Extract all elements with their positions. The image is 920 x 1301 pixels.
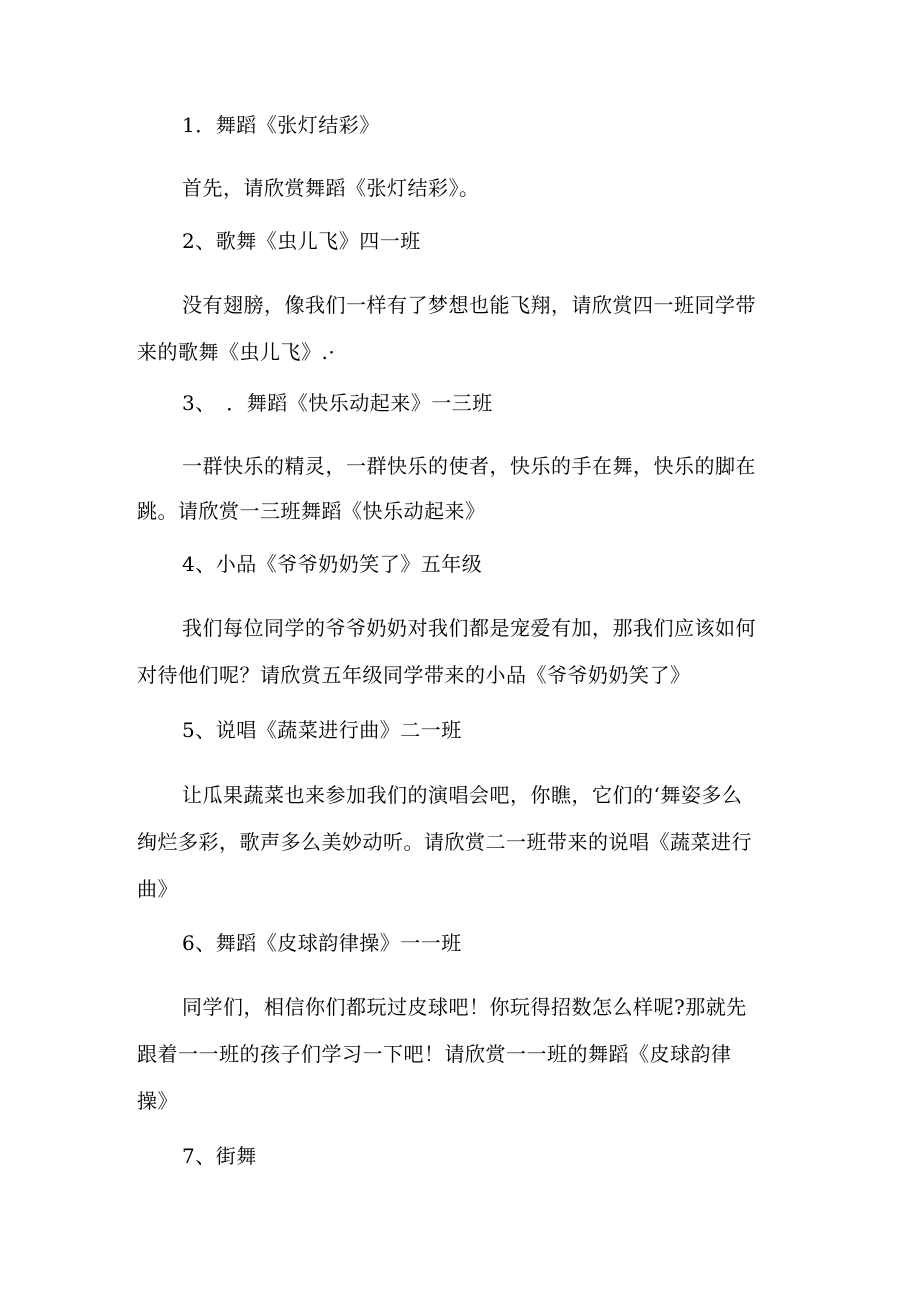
program-item-intro: 跳。请欣赏一三班舞蹈《快乐动起来》 <box>137 499 486 523</box>
program-item-heading: 7、街舞 <box>182 1144 257 1168</box>
program-item-intro: 没有翅膀，像我们一样有了梦想也能飞翔，请欣赏四一班同学带 <box>182 293 756 317</box>
program-item-heading: 6、舞蹈《皮球韵律操》一一班 <box>182 931 462 955</box>
program-item-intro: 绚烂多彩，歌声多么美妙动听。请欣赏二一班带来的说唱《蔬菜进行 <box>137 830 752 854</box>
program-item-intro: 来的歌舞《虫儿飞》.· <box>137 340 336 364</box>
program-item-intro: 曲》 <box>137 877 178 901</box>
program-item-intro: 同学们，相信你们都玩过皮球吧！你玩得招数怎么样呢?那就先 <box>182 995 747 1019</box>
program-item-heading: 2、歌舞《虫儿飞》四一班 <box>182 229 421 253</box>
program-item-intro: 首先，请欣赏舞蹈《张灯结彩》。 <box>182 176 480 200</box>
program-item-heading: 3、 ．舞蹈《快乐动起来》一三班 <box>182 391 493 415</box>
program-item-intro: 我们每位同学的爷爷奶奶对我们都是宠爱有加，那我们应该如何 <box>182 616 756 640</box>
program-item-intro: 一群快乐的精灵，一群快乐的使者，快乐的手在舞，快乐的脚在 <box>182 454 756 478</box>
program-item-intro: 操》 <box>137 1089 178 1113</box>
program-item-intro: 跟着一一班的孩子们学习一下吧！请欣赏一一班的舞蹈《皮球韵律 <box>137 1042 732 1066</box>
program-item-heading: 1．舞蹈《张灯结彩》 <box>182 113 380 137</box>
program-item-heading: 5、说唱《蔬菜进行曲》二一班 <box>182 718 462 742</box>
program-item-intro: 对待他们呢？请欣赏五年级同学带来的小品《爷爷奶奶笑了》 <box>137 663 691 687</box>
program-item-heading: 4、小品《爷爷奶奶笑了》五年级 <box>182 552 483 576</box>
program-item-intro: 让瓜果蔬菜也来参加我们的演唱会吧，你瞧，它们的‘舞姿多么 <box>182 783 743 807</box>
